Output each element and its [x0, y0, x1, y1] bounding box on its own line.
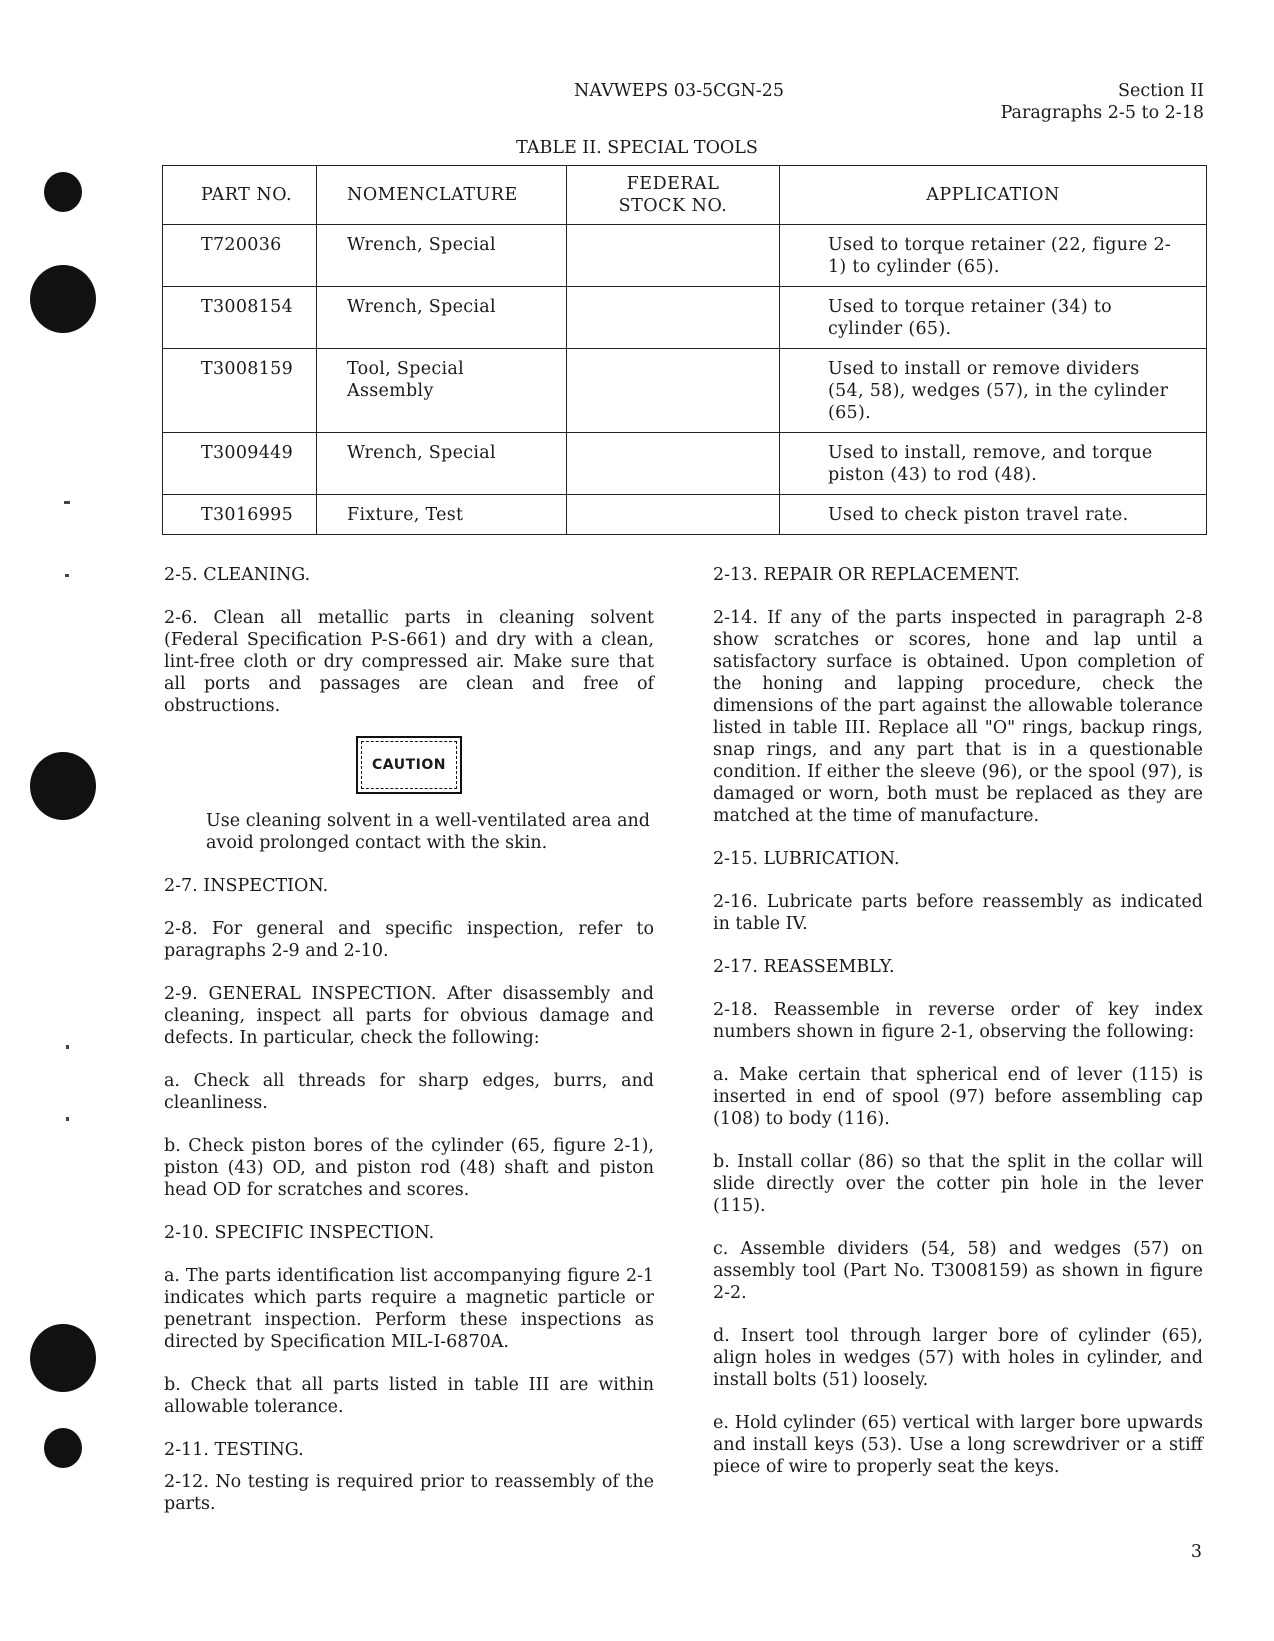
paragraph-range: Paragraphs 2-5 to 2-18 [1000, 103, 1204, 123]
section-label: Section II [1118, 81, 1204, 101]
heading-specific-inspection: 2-10. SPECIFIC INSPECTION. [164, 1223, 435, 1243]
cell-stock-no [567, 225, 780, 287]
heading-reassembly: 2-17. REASSEMBLY. [713, 957, 895, 977]
table-row [163, 495, 1207, 535]
paragraph-2-9a: a. Check all threads for sharp edges, burrs, and cleanliness. [164, 1071, 654, 1113]
table-row [163, 433, 1207, 495]
special-tools-table [162, 165, 1207, 535]
punch-hole [30, 265, 96, 333]
cell-stock-no [567, 287, 780, 349]
cell-nomenclature: Tool, Special Assembly [317, 349, 567, 433]
caution-text: Use cleaning solvent in a well-ventilated area and avoid prolonged contact with the skin. [206, 811, 650, 853]
table-header-row [163, 166, 1207, 225]
punch-hole [30, 1324, 96, 1392]
punch-hole [44, 1428, 82, 1468]
cell-part-no: T720036 [163, 225, 317, 287]
cell-nomenclature: Fixture, Test [317, 495, 567, 535]
caution-box [164, 736, 654, 794]
cell-application: Used to install or remove dividers (54, 58), wedges (57), in the cylinder (65). [780, 349, 1207, 433]
scan-speck [66, 1117, 69, 1121]
cell-application: Used to check piston travel rate. [780, 495, 1207, 535]
table-row [163, 225, 1207, 287]
cell-stock-no [567, 433, 780, 495]
paragraph-2-6: 2-6. Clean all metallic parts in cleaning solvent (Federal Specification P-S-661) and dry with a clean, lint-free cloth or dry compressed air. Make sure that all ports and passages are clean and free of obstructions. [164, 608, 654, 716]
paragraph-2-18b: b. Install collar (86) so that the split in the collar will slide directly over the cotter pin hole in the lever (115). [713, 1152, 1203, 1216]
paragraph-2-9b: b. Check piston bores of the cylinder (65, figure 2-1), piston (43) OD, and piston rod (48) shaft and piston head OD for scratches and scores. [164, 1136, 654, 1200]
header-federal-line2: STOCK NO. [618, 196, 728, 216]
header-application: APPLICATION [780, 166, 1207, 225]
paragraph-2-9: 2-9. GENERAL INSPECTION. After disassembly and cleaning, inspect all parts for obvious damage and defects. In particular, check the following: [164, 984, 654, 1048]
scan-speck [64, 501, 70, 504]
header-federal-stock-no [567, 166, 780, 225]
cell-part-no: T3008159 [163, 349, 317, 433]
paragraph-2-18e: e. Hold cylinder (65) vertical with larger bore upwards and install keys (53). Use a long screwdriver or a stiff piece of wire to properly seat the keys. [713, 1413, 1203, 1477]
heading-testing: 2-11. TESTING. [164, 1440, 304, 1460]
cell-part-no: T3008154 [163, 287, 317, 349]
scan-speck [65, 574, 69, 577]
cell-part-no: T3009449 [163, 433, 317, 495]
paragraph-2-14: 2-14. If any of the parts inspected in paragraph 2-8 show scratches or scores, hone and lap until a satisfactory surface is obtained. Upon completion of the honing and lapping procedure, check the dimensions of the part against the allowable tolerance listed in table III. Replace all "O" rings, backup rings, snap rings, and any part that is in a questionable condition. If either the sleeve (96), or the spool (97), is damaged or worn, both must be replaced as they are matched at the time of manufacture. [713, 608, 1203, 826]
heading-inspection: 2-7. INSPECTION. [164, 876, 329, 896]
paragraph-2-10b: b. Check that all parts listed in table III are within allowable tolerance. [164, 1375, 654, 1417]
document-number: NAVWEPS 03-5CGN-25 [574, 81, 784, 101]
paragraph-2-18a: a. Make certain that spherical end of lever (115) is inserted in end of spool (97) before assembling cap (108) to body (116). [713, 1065, 1203, 1129]
punch-hole [44, 172, 82, 212]
heading-cleaning: 2-5. CLEANING. [164, 565, 311, 585]
header-federal-line1: FEDERAL [626, 174, 720, 194]
paragraph-2-10a: a. The parts identification list accompanying figure 2-1 indicates which parts require a magnetic particle or penetrant inspection. Perform these inspections as directed by Specification MIL-I-6870A. [164, 1266, 654, 1352]
heading-repair-replacement: 2-13. REPAIR OR REPLACEMENT. [713, 565, 1020, 585]
section-header [1001, 80, 1204, 124]
paragraph-2-18c: c. Assemble dividers (54, 58) and wedges (57) on assembly tool (Part No. T3008159) as shown in figure 2-2. [713, 1239, 1203, 1303]
page-number: 3 [1190, 1542, 1202, 1562]
paragraph-2-18d: d. Insert tool through larger bore of cylinder (65), align holes in wedges (57) with holes in cylinder, and install bolts (51) loosely. [713, 1326, 1203, 1390]
table-row [163, 287, 1207, 349]
scan-speck [66, 1045, 69, 1049]
paragraph-2-8: 2-8. For general and specific inspection, refer to paragraphs 2-9 and 2-10. [164, 919, 654, 961]
header-nomenclature: NOMENCLATURE [317, 166, 567, 225]
header-part-no: PART NO. [163, 166, 317, 225]
punch-hole [30, 752, 96, 820]
heading-lubrication: 2-15. LUBRICATION. [713, 849, 900, 869]
cell-stock-no [567, 495, 780, 535]
cell-nomenclature: Wrench, Special [317, 225, 567, 287]
cell-nomenclature: Wrench, Special [317, 287, 567, 349]
cell-nomenclature: Wrench, Special [317, 433, 567, 495]
left-column [164, 564, 654, 1536]
table-title: TABLE II. SPECIAL TOOLS [516, 138, 758, 158]
cell-application: Used to install, remove, and torque piston (43) to rod (48). [780, 433, 1207, 495]
right-column [713, 564, 1203, 1499]
caution-label: CAUTION [361, 741, 457, 789]
cell-application: Used to torque retainer (34) to cylinder (65). [780, 287, 1207, 349]
paragraph-2-12: 2-12. No testing is required prior to reassembly of the parts. [164, 1472, 654, 1514]
paragraph-2-18: 2-18. Reassemble in reverse order of key index numbers shown in figure 2-1, observing the following: [713, 1000, 1203, 1042]
cell-application: Used to torque retainer (22, figure 2-1) to cylinder (65). [780, 225, 1207, 287]
paragraph-2-16: 2-16. Lubricate parts before reassembly as indicated in table IV. [713, 892, 1203, 934]
cell-stock-no [567, 349, 780, 433]
table-row [163, 349, 1207, 433]
cell-part-no: T3016995 [163, 495, 317, 535]
caution-frame [356, 736, 462, 794]
